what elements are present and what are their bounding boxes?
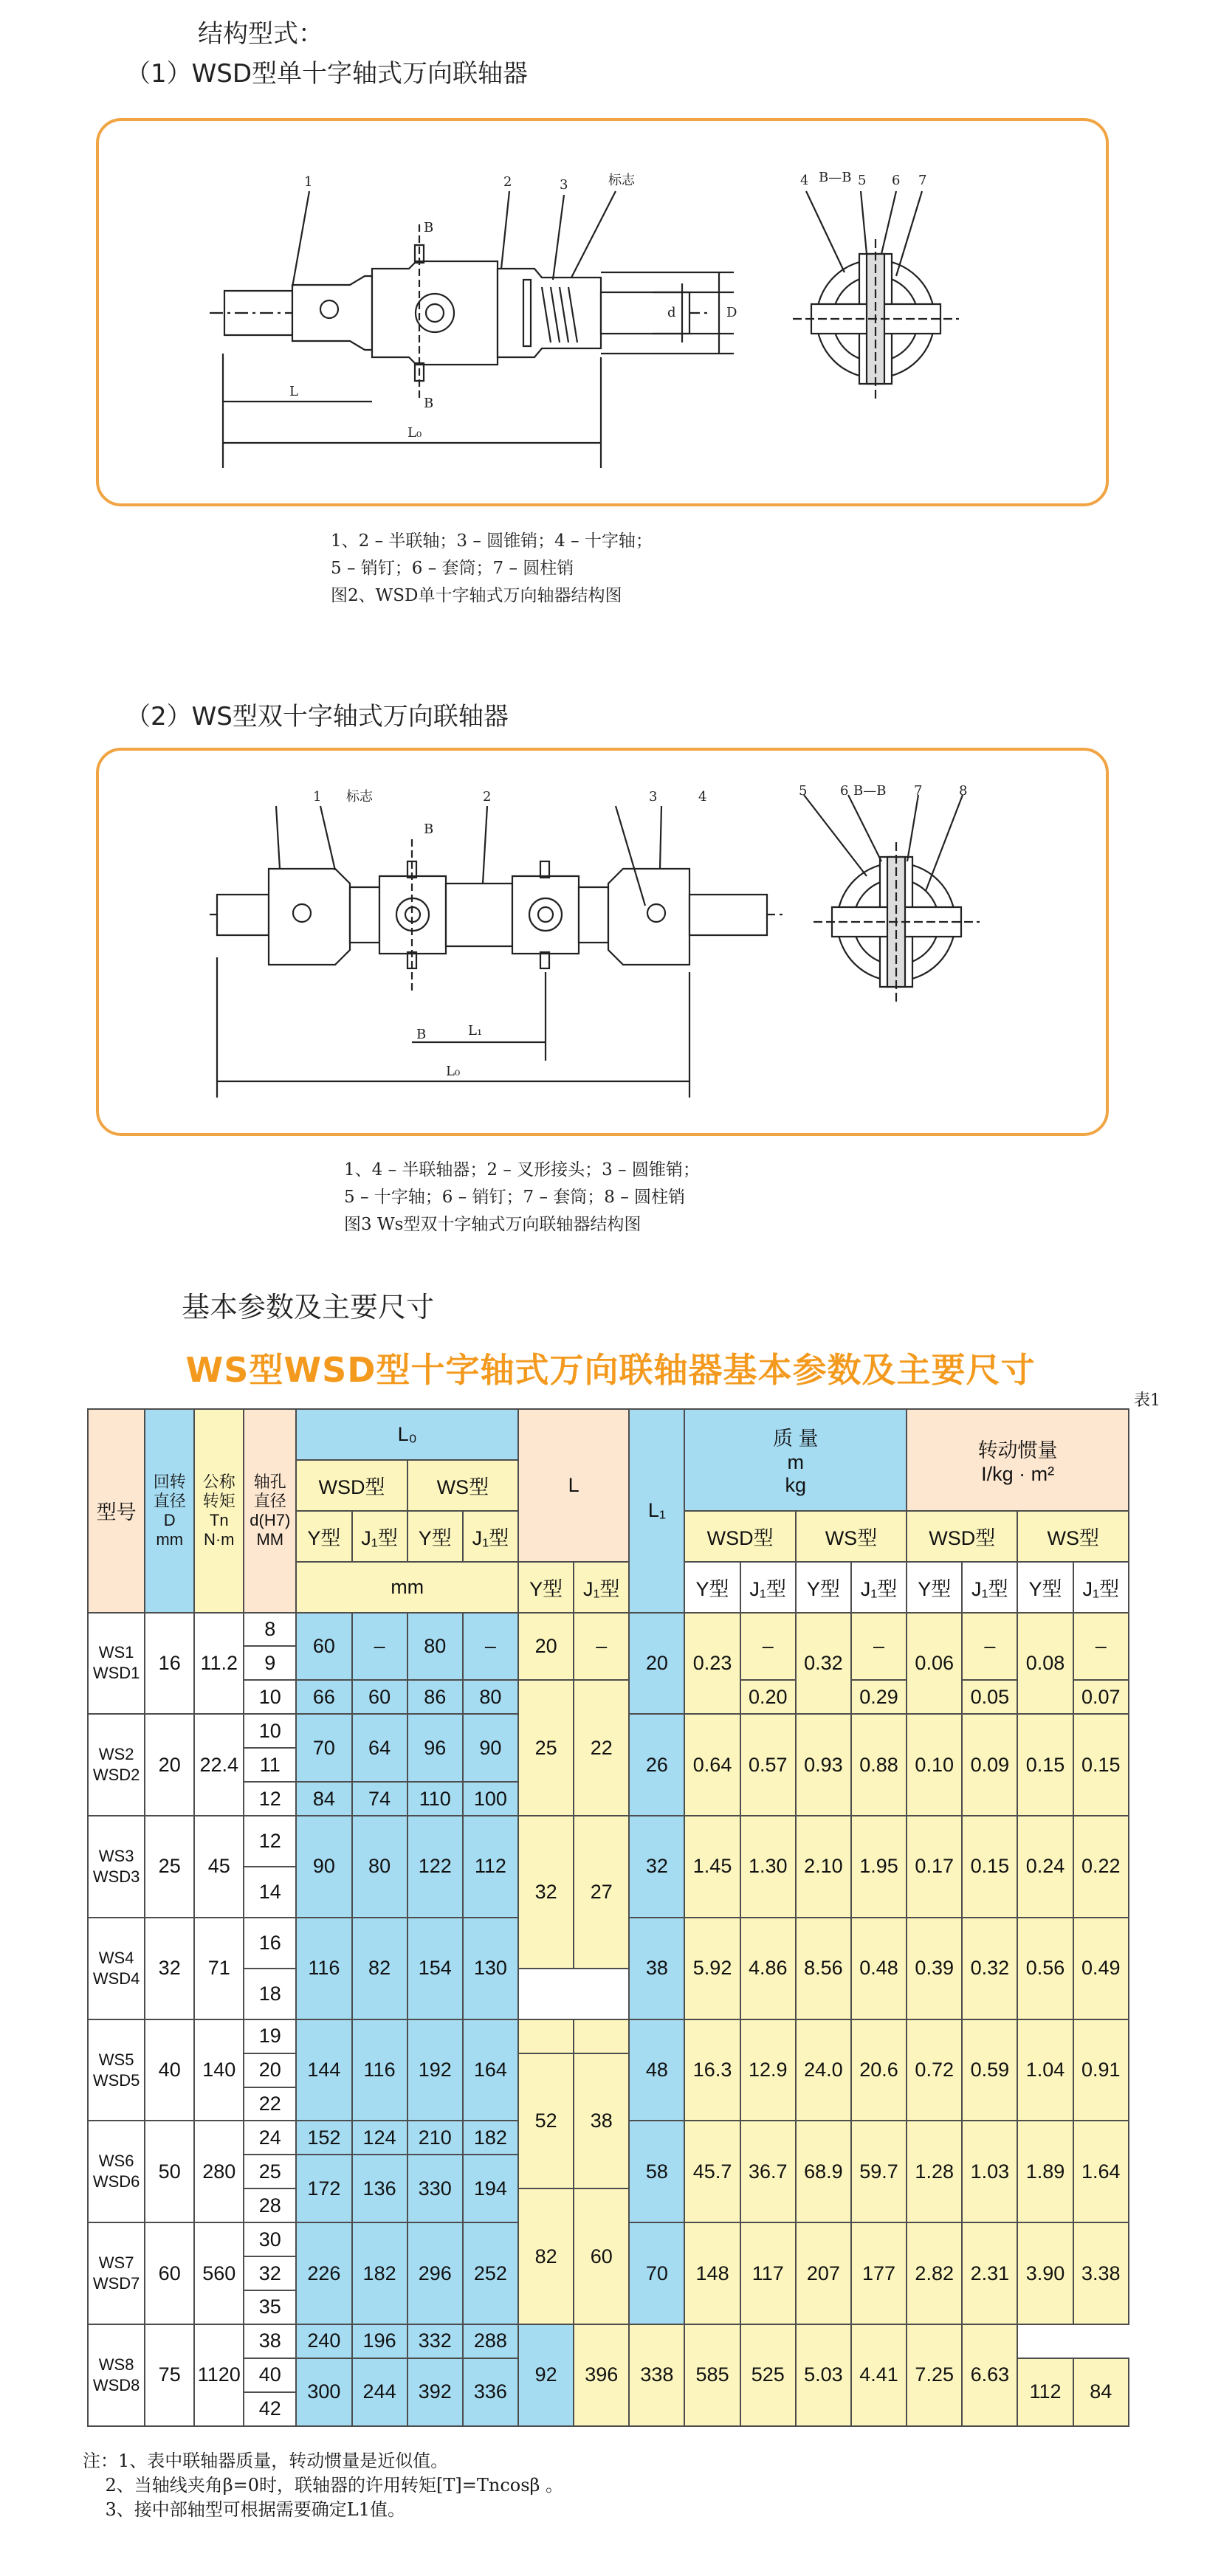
- ws-label-l0: L₀: [446, 1064, 461, 1079]
- ws7-model-b: WSD7: [92, 2274, 140, 2293]
- hdr-bore: [244, 1409, 296, 1613]
- ws7-model-a: WS7: [98, 2253, 134, 2273]
- ws4-torque: 71: [194, 1918, 244, 2019]
- ws4-i-wsd-j: 0.32: [962, 1918, 1017, 2019]
- ws7-bore-2: 32: [244, 2256, 296, 2290]
- ws4-model-b: WSD4: [92, 1969, 140, 1988]
- ws2-i-wsd-y: 0.10: [907, 1714, 962, 1816]
- hdr-inertia-wsd: WSD型: [907, 1511, 1017, 1562]
- ws5-i-wsd-j: 0.59: [962, 2019, 1017, 2121]
- ws-label-8: 8: [959, 783, 968, 799]
- ws-label-5: 5: [799, 783, 808, 799]
- ws12-l-y: 25: [518, 1680, 574, 1816]
- ws1-l0-wsd-y-1: 60: [296, 1613, 351, 1681]
- ws12-l-j: 22: [574, 1680, 629, 1816]
- ws5-mass-ws-y: 24.0: [796, 2019, 851, 2121]
- hdr-dia-l4: mm: [156, 1529, 184, 1549]
- table-title: WS型WSD型十字轴式万向联轴器基本参数及主要尺寸: [185, 1350, 1036, 1390]
- ws-label-7: 7: [914, 783, 923, 799]
- ws8-model-a: WS8: [98, 2355, 134, 2374]
- ws6-i-ws-y: 1.89: [1017, 2121, 1073, 2222]
- wsd-label-4: 4: [800, 173, 809, 188]
- ws1-bore-3: 10: [244, 1680, 296, 1714]
- ws34-l-y: 32: [518, 1816, 574, 1969]
- ws1-mass-wsd-j: –: [740, 1613, 796, 1681]
- ws6-i-ws-j: 1.64: [1073, 2121, 1129, 2222]
- ws5-mass-wsd-y: 16.3: [684, 2019, 740, 2121]
- ws7-mass-ws-j: 177: [851, 2222, 907, 2324]
- wsd-label-b-top: B: [424, 220, 434, 235]
- ws1-dia: 16: [145, 1613, 194, 1715]
- ws8-bore-1: 38: [244, 2324, 296, 2358]
- ws1-i-wsd-y: 0.06: [907, 1613, 962, 1715]
- ws6-bore-3: 28: [244, 2188, 296, 2222]
- hdr-l0-wsd-y: Y型: [296, 1511, 351, 1562]
- ws5-mass-wsd-j: 12.9: [740, 2019, 796, 2121]
- ws3-model: [88, 1816, 145, 1918]
- hdr-l0-ws: WS型: [407, 1460, 518, 1511]
- ws2-mass-wsd-j: 0.57: [740, 1714, 796, 1816]
- ws-label-mark: 标志: [346, 789, 373, 805]
- ws4-l0-ws-j: 130: [463, 1918, 518, 2019]
- ws6-l0-wsd-j-2: 136: [352, 2155, 407, 2222]
- ws8-l0-wsd-j-2: 244: [352, 2358, 407, 2426]
- hdr-l0-wsd: WSD型: [296, 1460, 407, 1511]
- ws1-mass-ws-y: 0.32: [796, 1613, 851, 1715]
- ws5-l0-wsd-j: 116: [352, 2019, 407, 2121]
- ws1-l0-ws-j-1: –: [463, 1613, 518, 1681]
- ws4-model: [88, 1918, 145, 2019]
- ws4-dia: 32: [145, 1918, 194, 2019]
- ws8-mass-ws-j: 525: [740, 2324, 796, 2426]
- ws-label-4: 4: [698, 789, 707, 805]
- ws3-model-b: WSD3: [92, 1867, 140, 1886]
- wsd-label-5: 5: [858, 173, 867, 188]
- ws3-torque: 45: [194, 1816, 244, 1918]
- ws-label-2: 2: [483, 789, 492, 805]
- ws56-l-y: 52: [518, 2053, 574, 2189]
- ws2-i-wsd-j: 0.09: [962, 1714, 1017, 1816]
- ws7-bore-1: 30: [244, 2222, 296, 2256]
- ws3-i-wsd-y: 0.17: [907, 1816, 962, 1918]
- ws3-l0-ws-y: 122: [407, 1816, 463, 1918]
- ws7-l0-ws-y: 296: [407, 2222, 463, 2324]
- ws1-l0-wsd-j-2: 60: [352, 1680, 407, 1714]
- ws6-l0-ws-j-2: 194: [463, 2155, 518, 2222]
- wsd-label-l: L: [289, 384, 298, 399]
- ws3-mass-ws-y: 2.10: [796, 1816, 851, 1918]
- hdr-torque-l4: N·m: [203, 1529, 235, 1549]
- ws-caption-line3: 图3 Ws型双十字轴式万向联轴器结构图: [344, 1215, 642, 1234]
- ws34-l-j: 27: [574, 1816, 629, 1969]
- ws3-i-wsd-j: 0.15: [962, 1816, 1017, 1918]
- wsd-label-3: 3: [560, 177, 568, 193]
- hdr-l0-ws-y: Y型: [407, 1511, 463, 1562]
- ws2-l0-wsd-y-1: 70: [296, 1714, 351, 1782]
- ws1-model-b: WSD1: [92, 1664, 140, 1683]
- ws5-bore-3: 22: [244, 2087, 296, 2121]
- ws4-mass-ws-y: 8.56: [796, 1918, 851, 2019]
- hdr-l0-wsd-j: J₁型: [352, 1511, 407, 1562]
- wsd-label-l0: L₀: [407, 425, 422, 441]
- ws1-mass-wsd-y: 0.23: [684, 1613, 740, 1715]
- wsd-label-bb: B—B: [819, 170, 852, 185]
- ws-caption: [344, 1157, 700, 1239]
- ws1-l0-wsd-y-2: 66: [296, 1680, 351, 1714]
- ws6-i-wsd-j: 1.03: [962, 2121, 1017, 2222]
- wsd-label-2: 2: [503, 174, 512, 190]
- ws3-l0-wsd-y: 90: [296, 1816, 351, 1918]
- ws3-i-ws-y: 0.24: [1017, 1816, 1073, 1918]
- ws6-mass-wsd-j: 36.7: [740, 2121, 796, 2222]
- ws1-i-wsd-j: –: [962, 1613, 1017, 1681]
- ws8-mass-wsd-y: 396: [574, 2324, 629, 2426]
- ws1-bore-2: 9: [244, 1646, 296, 1680]
- ws8-l0-ws-j-2: 336: [463, 2358, 518, 2426]
- hdr-mass-l2: m: [787, 1451, 805, 1474]
- hdr-mass-wsd: WSD型: [684, 1511, 795, 1562]
- hdr-mass-ws: WS型: [796, 1511, 907, 1562]
- ws6-model-b: WSD6: [92, 2172, 140, 2191]
- ws-diagram-frame: [96, 748, 1109, 1136]
- ws6-mass-ws-y: 68.9: [796, 2121, 851, 2222]
- ws7-l0-wsd-y: 226: [296, 2222, 351, 2324]
- ws2-mass-ws-j: 0.88: [851, 1714, 907, 1816]
- ws6-i-wsd-y: 1.28: [907, 2121, 962, 2222]
- ws4-l-y-tail: [518, 2019, 574, 2053]
- ws6-bore-2: 25: [244, 2155, 296, 2188]
- ws3-mass-wsd-j: 1.30: [740, 1816, 796, 1918]
- ws6-l0-ws-y-1: 210: [407, 2121, 463, 2155]
- wsd-caption: [331, 528, 653, 610]
- ws5-l0-ws-y: 192: [407, 2019, 463, 2121]
- ws6-l0-wsd-j-1: 124: [352, 2121, 407, 2155]
- ws7-l0-ws-j: 252: [463, 2222, 518, 2324]
- ws5-mass-ws-j: 20.6: [851, 2019, 907, 2121]
- ws3-i-ws-j: 0.22: [1073, 1816, 1129, 1918]
- ws8-l0-ws-y-1: 332: [407, 2324, 463, 2358]
- hdr-dia: [145, 1409, 194, 1613]
- hdr-l-j: J₁型: [574, 1562, 629, 1613]
- ws7-i-ws-j: 3.38: [1073, 2222, 1129, 2324]
- ws8-mass-wsd-j: 338: [629, 2324, 684, 2426]
- hdr-unit: mm: [296, 1562, 518, 1613]
- ws1-l0-ws-y-2: 86: [407, 1680, 463, 1714]
- ws8-model-b: WSD8: [92, 2375, 140, 2394]
- ws6-torque: 280: [194, 2121, 244, 2222]
- ws5-i-wsd-y: 0.72: [907, 2019, 962, 2121]
- hdr-inertia-wsd-y: Y型: [907, 1562, 962, 1613]
- hdr-inertia-l2: I/kg · m²: [981, 1462, 1055, 1485]
- hdr-bore-l2: 直径: [253, 1491, 286, 1510]
- note-2: 2、当轴线夹角β=0时，联轴器的许用转矩[T]=Tncosβ 。: [83, 2475, 564, 2496]
- ws1-i-wsd-j-2: 0.05: [962, 1680, 1017, 1714]
- hdr-inertia: [907, 1409, 1129, 1511]
- hdr-inertia-ws-y: Y型: [1017, 1562, 1073, 1613]
- ws1-l1: 20: [629, 1613, 684, 1715]
- ws6-model-a: WS6: [98, 2152, 134, 2171]
- note-1: 注：1、表中联轴器质量，转动惯量是近似值。: [83, 2451, 449, 2471]
- ws7-l0-wsd-j: 182: [352, 2222, 407, 2324]
- ws5-torque: 140: [194, 2019, 244, 2121]
- ws4-l0-wsd-y: 116: [296, 1918, 351, 2019]
- hdr-inertia-wsd-j: J₁型: [962, 1562, 1017, 1613]
- hdr-l1: L₁: [629, 1409, 684, 1613]
- ws2-bore-2: 11: [244, 1748, 296, 1782]
- ws56-l-j: 38: [574, 2053, 629, 2189]
- ws2-l0-ws-y-2: 110: [407, 1782, 463, 1816]
- parameters-table: [87, 1408, 1129, 2427]
- wsd-caption-line1: 1、2 – 半联轴；3 – 圆锥销；4 – 十字轴；: [331, 531, 653, 551]
- hdr-model: 型号: [88, 1409, 145, 1613]
- ws5-l1: 48: [629, 2019, 684, 2121]
- ws6-l0-ws-y-2: 330: [407, 2155, 463, 2222]
- ws4-i-ws-y: 0.56: [1017, 1918, 1073, 2019]
- hdr-l0: L₀: [296, 1409, 518, 1460]
- hdr-dia-l3: D: [163, 1510, 176, 1529]
- ws8-l0-ws-j-1: 288: [463, 2324, 518, 2358]
- ws3-l0-ws-j: 112: [463, 1816, 518, 1918]
- ws-label-bb: B—B: [853, 783, 887, 799]
- ws4-l-j-tail: [574, 2019, 629, 2053]
- ws8-bore-2: 40: [244, 2358, 296, 2392]
- hdr-dia-l1: 回转: [153, 1472, 186, 1491]
- wsd-label-7: 7: [918, 173, 927, 188]
- hdr-mass-l1: 质 量: [773, 1428, 819, 1450]
- ws6-bore-1: 24: [244, 2121, 296, 2155]
- ws4-bore-1: 16: [244, 1918, 296, 1969]
- ws6-l0-wsd-y-1: 152: [296, 2121, 351, 2155]
- ws4-l0-ws-y: 154: [407, 1918, 463, 2019]
- ws2-l0-ws-j-1: 90: [463, 1714, 518, 1782]
- ws7-i-wsd-j: 2.31: [962, 2222, 1017, 2324]
- ws1-l-j-1: –: [574, 1613, 629, 1681]
- table-notes: [83, 2449, 563, 2522]
- ws-title: （2）WS型双十字轴式万向联轴器: [125, 702, 509, 731]
- hdr-inertia-l1: 转动惯量: [977, 1439, 1058, 1461]
- ws3-dia: 25: [145, 1816, 194, 1918]
- ws1-model: [88, 1613, 145, 1715]
- ws7-l-y: 82: [518, 2188, 574, 2324]
- ws1-bore-1: 8: [244, 1613, 296, 1647]
- ws-caption-line1: 1、4 – 半联轴器；2 – 叉形接头；3 – 圆锥销；: [344, 1160, 700, 1179]
- hdr-l: L: [518, 1409, 629, 1562]
- hdr-bore-l4: MM: [256, 1529, 284, 1549]
- ws7-l-j: 60: [574, 2188, 629, 2324]
- ws5-l0-wsd-y: 144: [296, 2019, 351, 2121]
- ws-label-l1: L₁: [468, 1023, 483, 1039]
- hdr-mass-ws-y: Y型: [796, 1562, 851, 1613]
- ws5-i-ws-j: 0.91: [1073, 2019, 1129, 2121]
- ws4-model-a: WS4: [98, 1948, 134, 1967]
- ws7-model: [88, 2222, 145, 2324]
- ws5-l0-ws-j: 164: [463, 2019, 518, 2121]
- ws1-mass-ws-j-2: 0.29: [851, 1680, 907, 1714]
- ws8-torque: 1120: [194, 2324, 244, 2426]
- ws1-l0-ws-j-2: 80: [463, 1680, 518, 1714]
- ws3-l1: 32: [629, 1816, 684, 1918]
- ws6-l0-wsd-y-2: 172: [296, 2155, 351, 2222]
- ws2-mass-wsd-y: 0.64: [684, 1714, 740, 1816]
- ws-label-3: 3: [649, 789, 658, 805]
- hdr-mass-l3: kg: [785, 1474, 807, 1497]
- ws8-i-ws-y: 7.25: [907, 2324, 962, 2426]
- ws2-model-b: WSD2: [92, 1766, 140, 1785]
- ws2-l1: 26: [629, 1714, 684, 1816]
- hdr-l-y: Y型: [518, 1562, 574, 1613]
- ws-label-b-bottom: B: [416, 1027, 427, 1042]
- ws6-model: [88, 2121, 145, 2222]
- hdr-l0-ws-j: J₁型: [463, 1511, 518, 1562]
- ws5-model: [88, 2019, 145, 2121]
- hdr-torque-l1: 公称: [202, 1472, 235, 1491]
- ws2-l0-wsd-j-1: 64: [352, 1714, 407, 1782]
- ws5-bore-2: 20: [244, 2053, 296, 2087]
- wsd-caption-line3: 图2、WSD单十字轴式万向轴器结构图: [331, 586, 622, 605]
- hdr-torque-l2: 转矩: [202, 1491, 235, 1510]
- wsd-structure-drawing: [99, 121, 1106, 503]
- ws3-mass-ws-j: 1.95: [851, 1816, 907, 1918]
- ws4-l0-wsd-j: 82: [352, 1918, 407, 2019]
- hdr-bore-l3: d(H7): [250, 1510, 291, 1529]
- hdr-mass-wsd-j: J₁型: [740, 1562, 796, 1613]
- ws2-model: [88, 1714, 145, 1816]
- ws2-l0-ws-j-2: 100: [463, 1782, 518, 1816]
- ws4-bore-2: 18: [244, 1969, 296, 2019]
- ws1-i-ws-j-2: 0.07: [1073, 1680, 1129, 1714]
- hdr-dia-l2: 直径: [153, 1491, 186, 1510]
- wsd-caption-line2: 5 – 销钉；6 – 套筒；7 – 圆柱销: [331, 559, 574, 578]
- ws1-model-a: WS1: [98, 1643, 134, 1662]
- ws1-torque: 11.2: [194, 1613, 244, 1715]
- ws7-bore-3: 35: [244, 2290, 296, 2324]
- ws8-l1: 92: [518, 2324, 574, 2426]
- ws2-bore-3: 12: [244, 1782, 296, 1816]
- ws1-l0-wsd-j-1: –: [352, 1613, 407, 1681]
- ws-structure-drawing: [99, 751, 1106, 1133]
- ws8-bore-3: 42: [244, 2392, 296, 2426]
- ws2-i-ws-j: 0.15: [1073, 1714, 1129, 1816]
- ws4-l1: 38: [629, 1918, 684, 2019]
- ws8-l0-wsd-j-1: 196: [352, 2324, 407, 2358]
- ws2-mass-ws-y: 0.93: [796, 1714, 851, 1816]
- ws3-bore-2: 14: [244, 1867, 296, 1918]
- hdr-inertia-ws-j: J₁型: [1073, 1562, 1129, 1613]
- ws7-mass-wsd-j: 117: [740, 2222, 796, 2324]
- ws6-l0-ws-j-1: 182: [463, 2121, 518, 2155]
- ws6-dia: 50: [145, 2121, 194, 2222]
- ws7-i-wsd-y: 2.82: [907, 2222, 962, 2324]
- wsd-label-d: d: [667, 305, 676, 320]
- ws5-model-b: WSD5: [92, 2070, 140, 2090]
- ws3-bore-1: 12: [244, 1816, 296, 1867]
- hdr-mass: [684, 1409, 907, 1511]
- ws2-l0-wsd-y-2: 84: [296, 1782, 351, 1816]
- ws2-torque: 22.4: [194, 1714, 244, 1816]
- ws2-l0-wsd-j-2: 74: [352, 1782, 407, 1816]
- ws3-model-a: WS3: [98, 1846, 134, 1865]
- ws4-i-ws-j: 0.49: [1073, 1918, 1129, 2019]
- ws-label-6: 6: [840, 783, 849, 799]
- hdr-torque-l3: Tn: [209, 1510, 229, 1529]
- note-3: 3、接中部轴型可根据需要确定L1值。: [83, 2499, 405, 2520]
- hdr-mass-wsd-y: Y型: [684, 1562, 740, 1613]
- ws3-l0-wsd-j: 80: [352, 1816, 407, 1918]
- ws4-mass-ws-j: 0.48: [851, 1918, 907, 2019]
- ws4-mass-wsd-j: 4.86: [740, 1918, 796, 2019]
- hdr-inertia-ws: WS型: [1017, 1511, 1129, 1562]
- ws5-dia: 40: [145, 2019, 194, 2121]
- ws5-model-a: WS5: [98, 2050, 134, 2069]
- wsd-diagram-frame: [96, 118, 1109, 506]
- section-title: 结构型式：: [198, 19, 323, 49]
- ws2-dia: 20: [145, 1714, 194, 1816]
- wsd-label-b-bottom: B: [424, 396, 434, 411]
- table-number: 表1: [1134, 1391, 1160, 1410]
- params-heading: 基本参数及主要尺寸: [182, 1291, 435, 1323]
- ws8-i-ws-j: 6.63: [962, 2324, 1017, 2426]
- ws1-mass-ws-j: –: [851, 1613, 907, 1681]
- ws6-mass-ws-j: 59.7: [851, 2121, 907, 2222]
- ws8-mass-ws-y: 585: [684, 2324, 740, 2426]
- wsd-label-6: 6: [892, 173, 901, 188]
- ws1-mass-wsd-j-2: 0.20: [740, 1680, 796, 1714]
- ws8-i-wsd-y: 5.03: [796, 2324, 851, 2426]
- ws-label-1: 1: [313, 789, 322, 805]
- wsd-label-mark: 标志: [608, 173, 635, 188]
- ws5-bore-1: 19: [244, 2019, 296, 2053]
- ws8-l0-wsd-y-1: 240: [296, 2324, 351, 2358]
- ws4-mass-wsd-y: 5.92: [684, 1918, 740, 2019]
- ws7-dia: 60: [145, 2222, 194, 2324]
- ws1-l0-ws-y-1: 80: [407, 1613, 463, 1681]
- ws2-l0-ws-y-1: 96: [407, 1714, 463, 1782]
- ws8-model: [88, 2324, 145, 2426]
- ws-label-b-top: B: [424, 822, 434, 837]
- ws-caption-line2: 5 – 十字轴；6 – 销钉；7 – 套筒；8 – 圆柱销: [344, 1188, 686, 1207]
- ws7-mass-ws-y: 207: [796, 2222, 851, 2324]
- wsd-label-1: 1: [304, 174, 313, 190]
- ws3-mass-wsd-y: 1.45: [684, 1816, 740, 1918]
- ws6-l1: 58: [629, 2121, 684, 2222]
- ws8-dia: 75: [145, 2324, 194, 2426]
- ws7-mass-wsd-y: 148: [684, 2222, 740, 2324]
- ws5-i-ws-y: 1.04: [1017, 2019, 1073, 2121]
- ws8-l0-wsd-y-2: 300: [296, 2358, 351, 2426]
- ws1-l-y-1: 20: [518, 1613, 574, 1681]
- ws4-i-wsd-y: 0.39: [907, 1918, 962, 2019]
- ws8-i-wsd-j: 4.41: [851, 2324, 907, 2426]
- ws1-i-ws-y: 0.08: [1017, 1613, 1073, 1715]
- ws8-l0-ws-y-2: 392: [407, 2358, 463, 2426]
- ws7-torque: 560: [194, 2222, 244, 2324]
- wsd-label-D: D: [726, 305, 737, 320]
- ws2-bore-1: 10: [244, 1714, 296, 1748]
- ws7-l1: 70: [629, 2222, 684, 2324]
- hdr-torque: [194, 1409, 244, 1613]
- ws2-model-a: WS2: [98, 1745, 134, 1764]
- ws6-mass-wsd-y: 45.7: [684, 2121, 740, 2222]
- ws8-l-y: 112: [1017, 2358, 1073, 2426]
- hdr-mass-ws-j: J₁型: [851, 1562, 907, 1613]
- ws2-i-ws-y: 0.15: [1017, 1714, 1073, 1816]
- ws7-i-ws-y: 3.90: [1017, 2222, 1073, 2324]
- ws8-l-j: 84: [1073, 2358, 1129, 2426]
- hdr-bore-l1: 轴孔: [253, 1472, 286, 1491]
- ws1-i-ws-j: –: [1073, 1613, 1129, 1681]
- wsd-title: （1）WSD型单十字轴式万向联轴器: [125, 59, 529, 89]
